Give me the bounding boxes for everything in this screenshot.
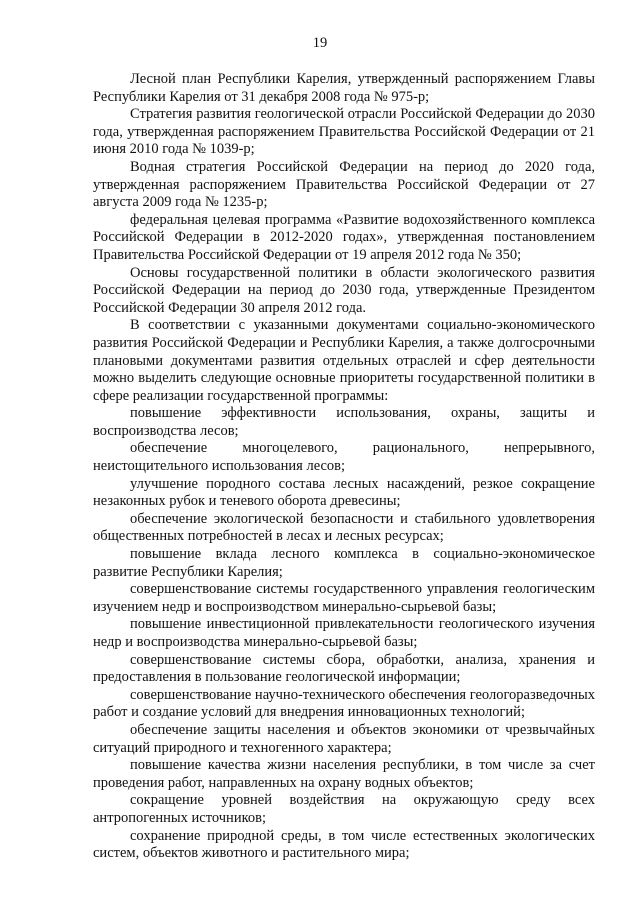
document-body — [93, 71, 595, 863]
priority-item: повышение качества жизни населения республики, в том числе за счет проведения работ, направленных на охрану водных объектов; — [93, 757, 595, 791]
priority-item: совершенствование научно-технического обеспечения геологоразведочных работ и создание условий для внедрения инновационных технологий; — [93, 686, 596, 721]
priority-item: обеспечение защиты населения и объектов экономики от чрезвычайных ситуаций природного и техногенного характера; — [93, 721, 595, 756]
priority-item: совершенствование системы сбора, обработки, анализа, хранения и предоставления в пользование геологической информации; — [93, 651, 595, 686]
paragraph-water-strategy: Водная стратегия Российской Федерации на период до 2020 года, утвержденная распоряжением Правительства Российской Федерации от 27 августа 2009 года № 1235-р; — [93, 158, 595, 211]
priority-item: сохранение природной среды, в том числе естественных экологических систем, объектов животного и растительного мира; — [93, 827, 595, 862]
paragraph-geology-strategy: Стратегия развития геологической отрасли Российской Федерации до 2030 года, утвержденная распоряжением Правительства Российской Федерации от 21 июня 2010 года № 1039-р; — [93, 106, 595, 158]
priority-item: обеспечение экологической безопасности и стабильного удовлетворения общественных потребностей в лесах и лесных ресурсах; — [93, 510, 595, 545]
priority-item: повышение вклада лесного комплекса в социально-экономическое развитие Республики Карелия; — [93, 546, 595, 580]
paragraph-water-program: федеральная целевая программа «Развитие водохозяйственного комплекса Российской Федерации в 2012-2020 годах», утвержденная постановлением Правительства Российской Федерации от 19 апреля 2012 года № 350; — [93, 211, 595, 263]
priority-item: совершенствование системы государственного управления геологическим изучением недр и воспроизводством минерально-сырьевой базы; — [93, 581, 595, 615]
priority-item: обеспечение многоцелевого, рационального, непрерывного, неистощительного использования лесов; — [93, 440, 595, 475]
paragraph-forest-plan: Лесной план Республики Карелия, утвержденный распоряжением Главы Республики Карелия от 31 декабря 2008 года № 975-р; — [93, 71, 595, 105]
priority-item: улучшение породного состава лесных насаждений, резкое сокращение незаконных рубок и теневого оборота древесины; — [93, 475, 595, 510]
page-number: 19 — [312, 35, 328, 51]
paragraph-priorities-intro: В соответствии с указанными документами социально-экономического развития Российской Федерации и Республики Карелия, а также долгосрочными плановыми документами развития отдельных отраслей и сфер деятельности можно выделить следующие основные приоритеты государственной политики в сфере реализации государственной программы: — [93, 317, 595, 404]
paragraph-ecology-policy: Основы государственной политики в области экологического развития Российской Федерации на период до 2030 года, утвержденные Президентом Российской Федерации 30 апреля 2012 года. — [93, 264, 595, 316]
priority-item: сокращение уровней воздействия на окружающую среду всех антропогенных источников; — [93, 792, 595, 826]
priority-item: повышение инвестиционной привлекательности геологического изучения недр и воспроизводства минерально-сырьевой базы; — [93, 616, 595, 650]
priority-item: повышение эффективности использования, охраны, защиты и воспроизводства лесов; — [93, 405, 595, 439]
